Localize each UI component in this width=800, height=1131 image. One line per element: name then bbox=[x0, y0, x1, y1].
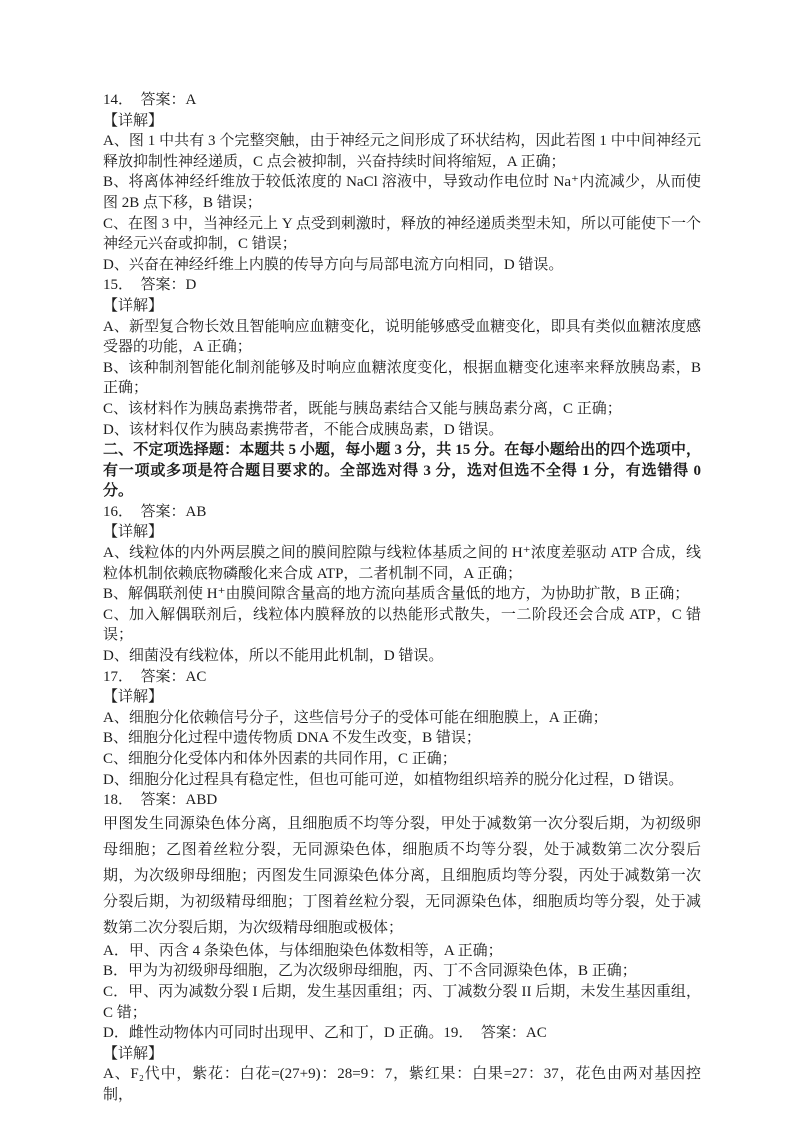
answer-line-q15: 15． 答案：D bbox=[103, 277, 197, 294]
explanation-paragraph: D、该材料仅作为胰岛素携带者，不能合成胰岛素，D 错误。 bbox=[103, 421, 504, 438]
explanation-paragraph: B、将离体神经纤维放于较低浓度的 NaCl 溶液中，导致动作电位时 Na⁺内流减少，从而使图 2B 点下移，B 错误； bbox=[103, 174, 701, 211]
explanation-paragraph: A、新型复合物长效且智能响应血糖变化，说明能够感受血糖变化，即具有类似血糖浓度感受器的功能，A 正确； bbox=[103, 318, 701, 356]
explanation-paragraph-with-q19-answer: D．雌性动物体内可同时出现甲、乙和丁，D 正确。19． 答案：AC bbox=[103, 1025, 547, 1042]
explanation-paragraph: C、加入解偶联剂后，线粒体内膜释放的以热能形式散失，一二阶段还会合成 ATP，C 错误； bbox=[103, 606, 701, 644]
explanation-paragraph: C、在图 3 中，当神经元上 Y 点受到刺激时，释放的神经递质类型未知，所以可能使下一个神经元兴奋或抑制，C 错误； bbox=[103, 215, 701, 253]
explanation-paragraph: C、细胞分化受体内和体外因素的共同作用，C 正确； bbox=[103, 751, 457, 767]
explanation-paragraph: A、线粒体的内外两层膜之间的膜间腔隙与线粒体基质之间的 H⁺浓度差驱动 ATP 合成，线粒体机制依赖底物磷酸化来合成 ATP，二者机制不同，A 正确； bbox=[103, 545, 701, 582]
answer-line-q14: 14． 答案：A bbox=[103, 92, 197, 108]
explanation-paragraph: C．甲、丙为减数分裂 I 后期，发生基因重组；丙、丁减数分裂 II 后期，未发生基因重组，C 错； bbox=[103, 983, 701, 1021]
answer-line-q17: 17． 答案：AC bbox=[103, 668, 207, 685]
explanation-paragraph-wide: 甲图发生同源染色体分离，且细胞质不均等分裂，甲处于减数第一次分裂后期，为初级卵母细胞；乙图着丝粒分裂，无同源染色体，细胞质不均等分裂，处于减数第二次分裂后期，为次级卵母细胞；丙图发生同源染色体分离，且细胞质均等分裂，丙处于减数第一次分裂后期，为初级精母细胞；丁图着丝粒分裂，无同源染色体，细胞质均等分裂，处于减数第二次分裂后期，为次级精母细胞或极体； bbox=[103, 815, 701, 936]
detail-label: 【详解】 bbox=[103, 524, 164, 541]
section-header-multiselect: 二、不定项选择题：本题共 5 小题，每小题 3 分，共 15 分。在每小题给出的四个选项中，有一项或多项是符合题目要求的。全部选对得 3 分，选对但选不全得 1 分，有选错得 0 分。 bbox=[103, 442, 701, 500]
explanation-paragraph: A、细胞分化依赖信号分子，这些信号分子的受体可能在细胞膜上，A 正确； bbox=[103, 709, 608, 726]
explanation-paragraph: C、该材料作为胰岛素携带者，既能与胰岛素结合又能与胰岛素分离，C 正确； bbox=[103, 400, 622, 417]
explanation-paragraph: D、细菌没有线粒体，所以不能用此机制，D 错误。 bbox=[103, 648, 444, 665]
explanation-paragraph: D、细胞分化过程具有稳定性，但也可能可逆，如植物组织培养的脱分化过程，D 错误。 bbox=[103, 771, 684, 788]
document-page bbox=[103, 90, 701, 1106]
explanation-paragraph: B、细胞分化过程中遗传物质 DNA 不发生改变，B 错误； bbox=[103, 730, 481, 747]
detail-label: 【详解】 bbox=[103, 1045, 164, 1062]
explanation-paragraph: B、该种制剂智能化制剂能够及时响应血糖浓度变化，根据血糖变化速率来释放胰岛素，B 正确； bbox=[103, 359, 701, 397]
explanation-paragraph: B．甲为为初级卵母细胞，乙为次级卵母细胞，丙、丁不含同源染色体，B 正确； bbox=[103, 963, 637, 980]
detail-label: 【详解】 bbox=[103, 689, 164, 706]
detail-label: 【详解】 bbox=[103, 297, 164, 314]
detail-label: 【详解】 bbox=[103, 112, 164, 129]
answer-line-q18: 18． 答案：ABD bbox=[103, 792, 218, 809]
explanation-paragraph: B、解偶联剂使 H⁺由膜间隙含量高的地方流向基质含量低的地方，为协助扩散，B 正确； bbox=[103, 586, 690, 603]
answer-line-q16: 16． 答案：AB bbox=[103, 503, 207, 520]
explanation-paragraph: D、兴奋在神经纤维上内膜的传导方向与局部电流方向相同，D 错误。 bbox=[103, 256, 564, 273]
explanation-paragraph: A、F₂代中，紫花：白花=(27+9)：28=9：7，紫红果：白果=27：37，花色由两对基因控制， bbox=[103, 1066, 701, 1103]
explanation-paragraph: A．甲、丙含 4 条染色体，与体细胞染色体数相等，A 正确； bbox=[103, 942, 503, 959]
explanation-paragraph: A、图 1 中共有 3 个完整突触，由于神经元之间形成了环状结构，因此若图 1 中中间神经元释放抑制性神经递质，C 点会被抑制，兴奋持续时间将缩短，A 正确； bbox=[103, 133, 701, 170]
